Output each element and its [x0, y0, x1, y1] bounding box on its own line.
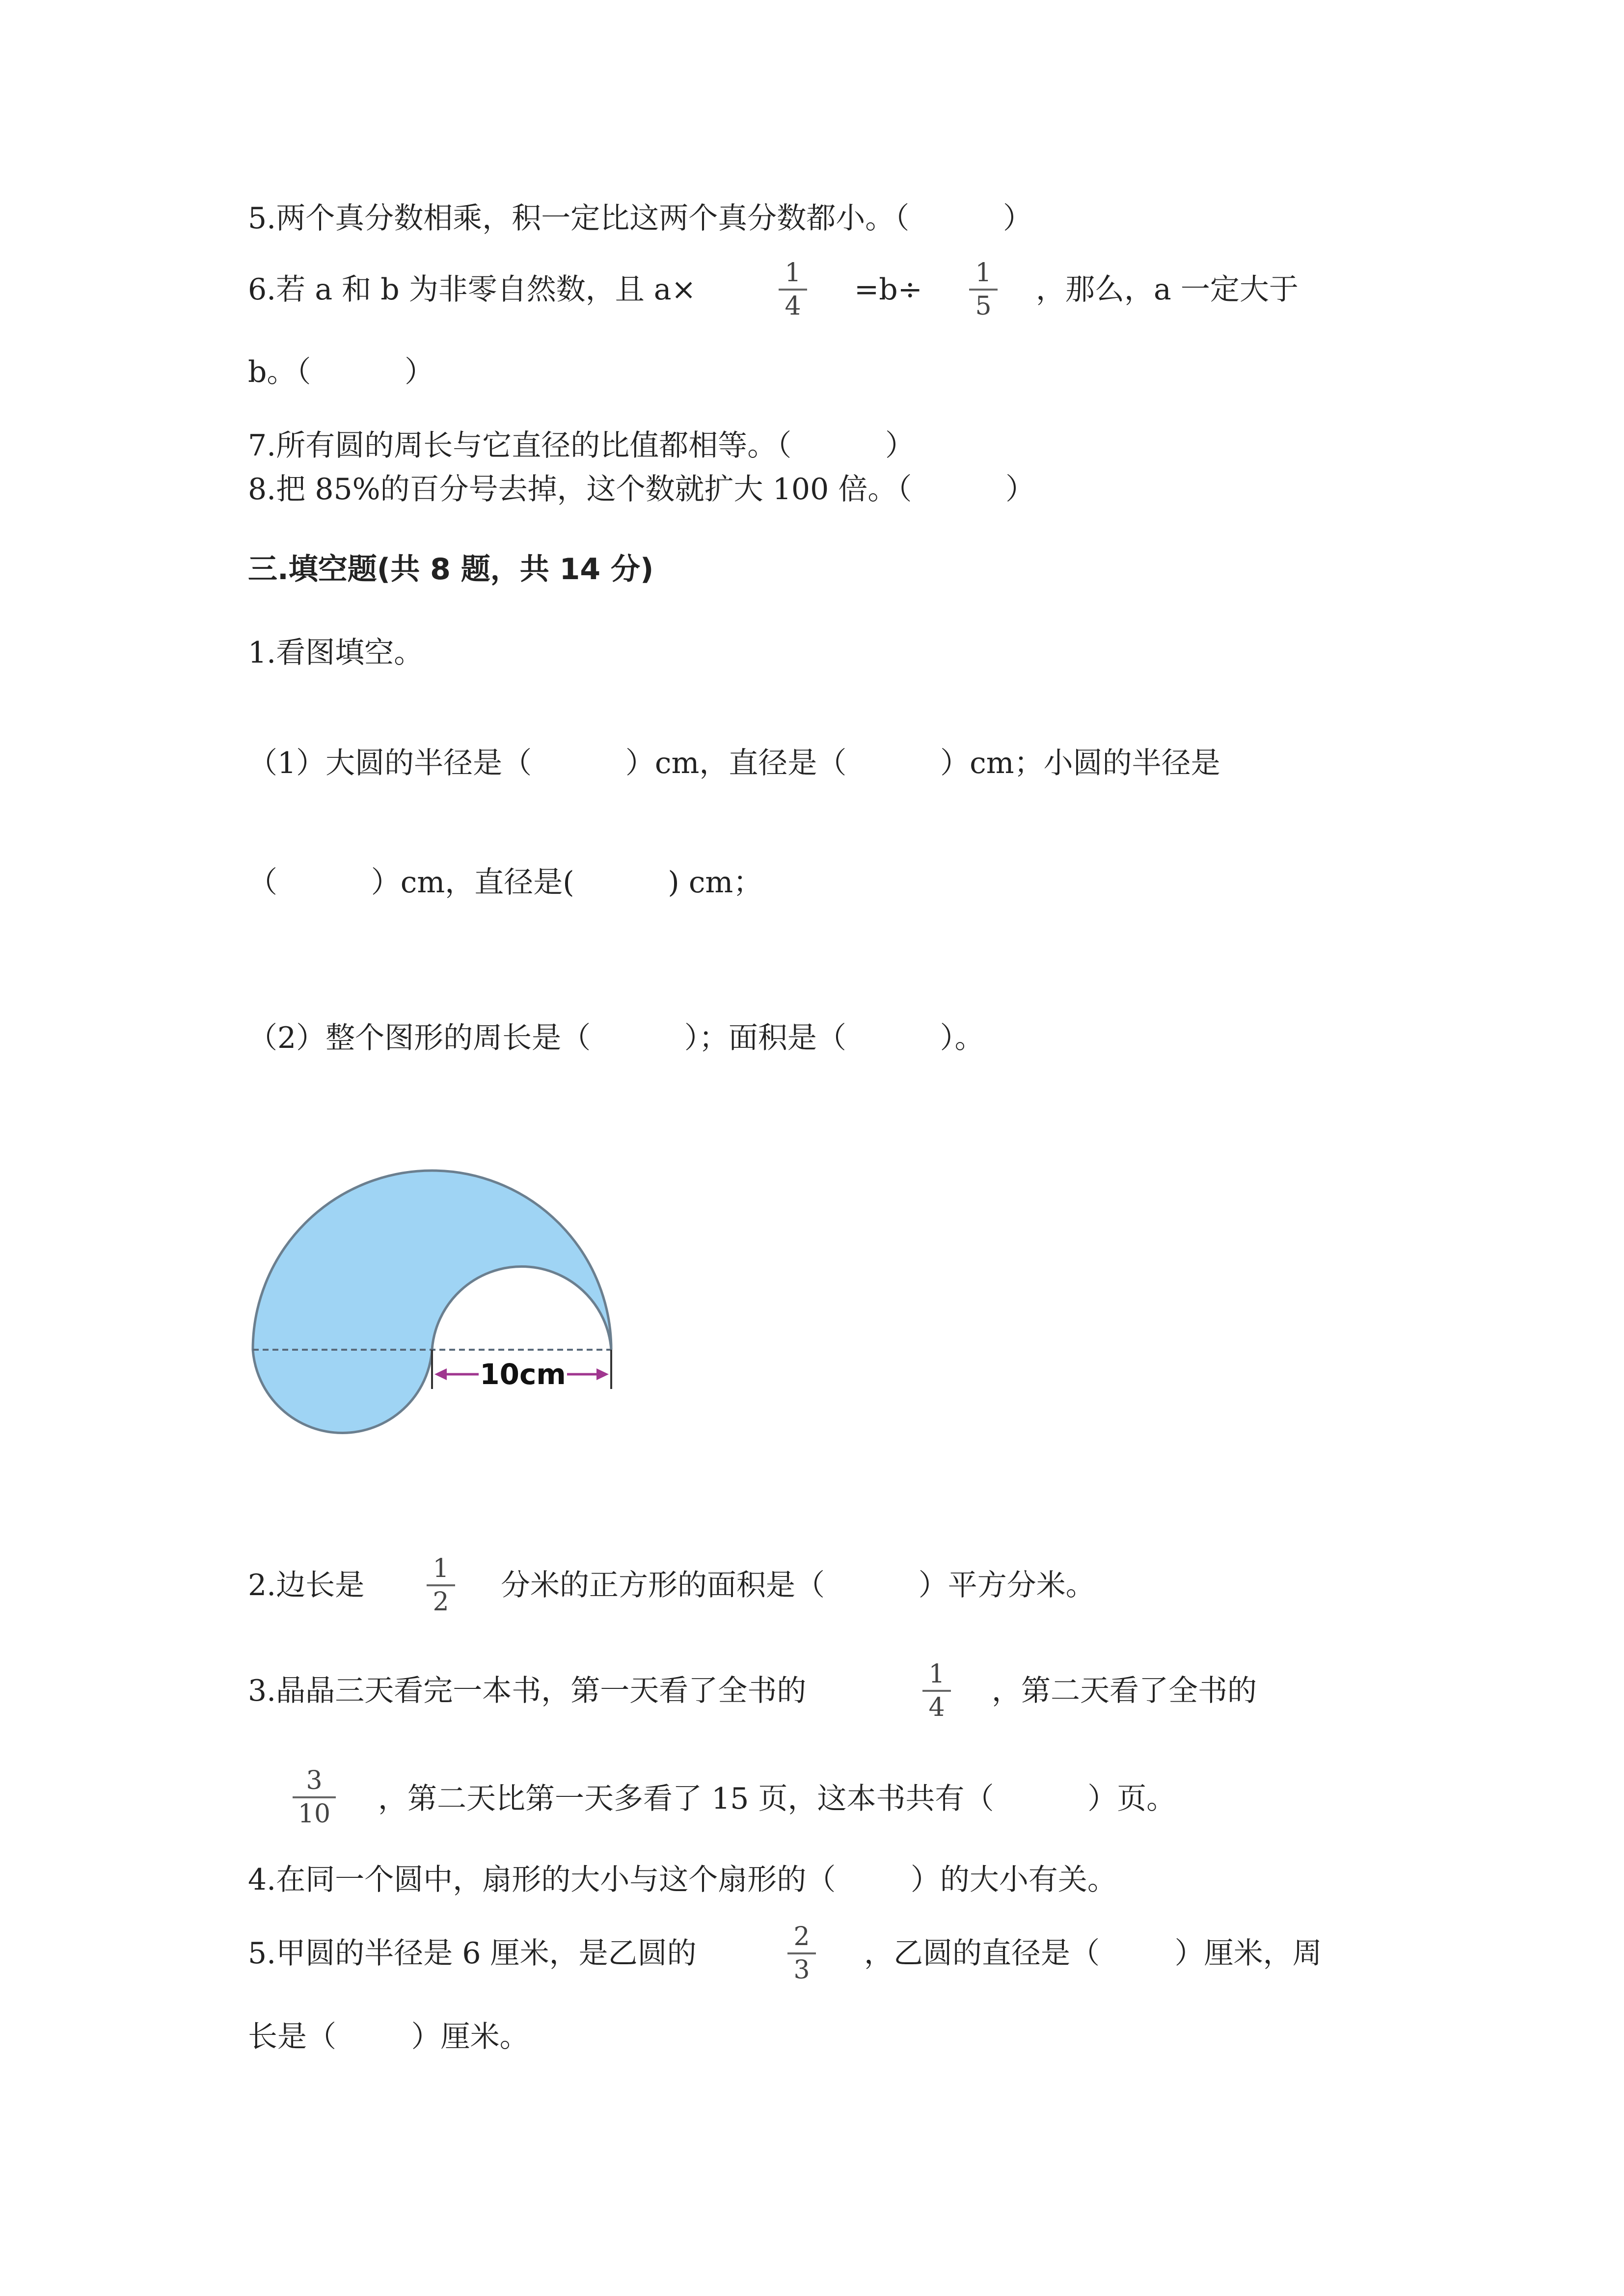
fraction-numerator: 1 [433, 1554, 449, 1583]
fill-q5-text-b: ，乙圆的直径是（ ）厘米，周 [864, 1936, 1322, 1971]
fill-q2-fraction [424, 1555, 458, 1616]
semicircle-figure [248, 1163, 636, 1458]
judge-q7: 7.所有圆的周长与它直径的比值都相等。（ ） [248, 428, 915, 463]
fill-q1-part1-line1: （1）大圆的半径是（ ）cm，直径是（ ）cm；小圆的半径是 [248, 746, 1220, 780]
arrowhead-right-icon [596, 1368, 609, 1380]
fill-q1-part1-line2: （ ）cm，直径是( ) cm； [248, 865, 763, 900]
fill-q4: 4.在同一个圆中，扇形的大小与这个扇形的（ ）的大小有关。 [248, 1863, 1117, 1897]
fraction-numerator: 3 [306, 1766, 323, 1795]
fill-q5-text-c: 长是（ ）厘米。 [248, 2020, 529, 2054]
fraction-bar [427, 1584, 455, 1586]
fill-q3-fraction-1 [920, 1660, 954, 1721]
fill-q3-text-b: ，第二天看了全书的 [992, 1674, 1257, 1708]
judge-q6-text-a: 6.若 a 和 b 为非零自然数，且 a× [248, 272, 696, 307]
fill-q3-text-a: 3.晶晶三天看完一本书，第一天看了全书的 [248, 1674, 807, 1708]
fraction-bar [293, 1796, 336, 1798]
fill-q5-text-a: 5.甲圆的半径是 6 厘米，是乙圆的 [248, 1936, 697, 1971]
judge-q5: 5.两个真分数相乘，积一定比这两个真分数都小。（ ） [248, 201, 1032, 236]
dimension-label: 10cm [480, 1358, 566, 1391]
judge-q6-text-c: ，那么，a 一定大于 [1036, 272, 1299, 307]
shaded-region [253, 1171, 611, 1433]
section-3-title: 三.填空题(共 8 题，共 14 分) [248, 552, 654, 587]
fill-q2-text-a: 2.边长是 [248, 1568, 365, 1602]
fraction-denominator: 10 [298, 1799, 331, 1829]
fraction-denominator: 4 [928, 1693, 945, 1722]
fraction-numerator: 2 [793, 1922, 810, 1951]
fill-q3-fraction-2 [290, 1767, 339, 1828]
fraction-denominator: 5 [975, 292, 992, 321]
arrowhead-left-icon [434, 1368, 447, 1380]
fraction-bar [922, 1690, 951, 1692]
fill-q1-part2: （2）整个图形的周长是（ ）；面积是（ ）。 [248, 1021, 984, 1055]
fraction-bar [787, 1952, 816, 1954]
judge-q6-text-b: =b÷ [854, 272, 922, 307]
fraction-denominator: 4 [785, 292, 801, 321]
fill-q3-text-c: ，第二天比第一天多看了 15 页，这本书共有（ ）页。 [378, 1782, 1176, 1816]
judge-q6-fraction-2 [966, 259, 1001, 320]
fraction-bar [969, 289, 998, 291]
fraction-bar [779, 289, 807, 291]
fraction-numerator: 1 [928, 1659, 945, 1689]
fraction-numerator: 1 [975, 258, 992, 288]
fraction-denominator: 2 [433, 1587, 449, 1617]
fill-q2-text-b: 分米的正方形的面积是（ ）平方分米。 [501, 1568, 1095, 1602]
judge-q6-text-d: b。（ ） [248, 355, 434, 389]
fill-q5-fraction [785, 1923, 819, 1984]
fraction-numerator: 1 [785, 258, 801, 288]
fill-q1: 1.看图填空。 [248, 636, 424, 670]
judge-q6-fraction-1 [776, 259, 810, 320]
fraction-denominator: 3 [793, 1955, 810, 1985]
judge-q8: 8.把 85%的百分号去掉，这个数就扩大 100 倍。（ ） [248, 472, 1035, 507]
